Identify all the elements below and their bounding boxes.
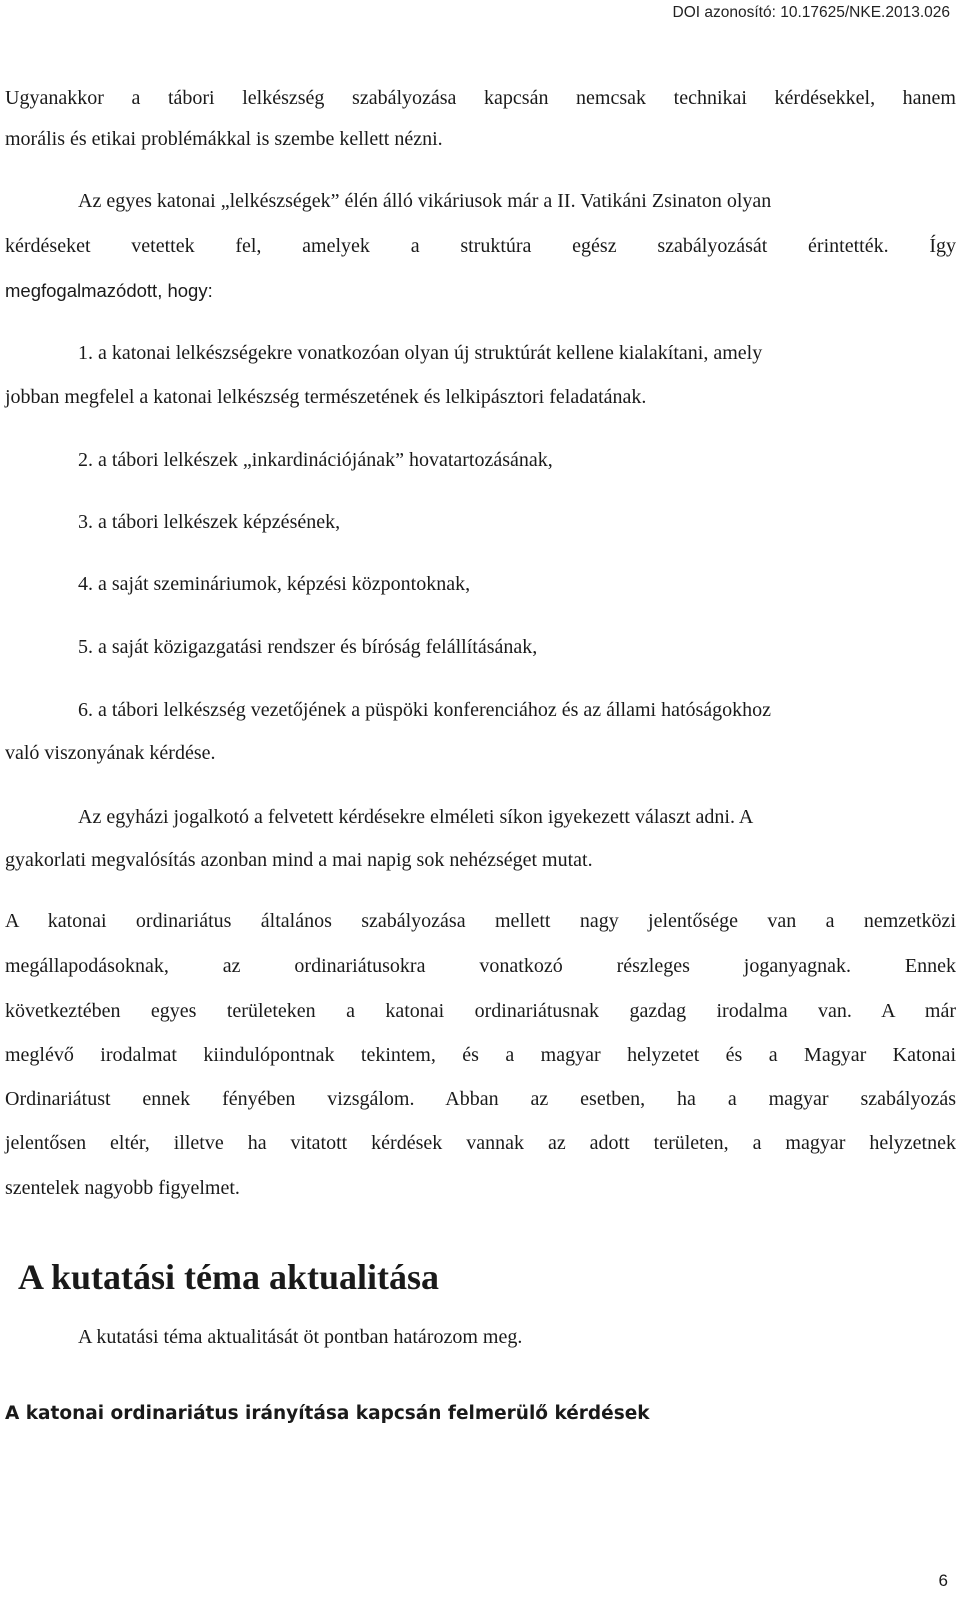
paragraph-line: Ordinariátust ennek fényében vizsgálom. Abban az esetben, ha a magyar szabályozás (5, 1088, 956, 1110)
paragraph-line: Ugyanakkor a tábori lelkészség szabályozása kapcsán nemcsak technikai kérdésekkel, hanem (5, 87, 956, 109)
subsection-heading: A katonai ordinariátus irányítása kapcsán felmerülő kérdések (5, 1403, 650, 1424)
paragraph-line: következtében egyes területeken a katonai ordinariátusnak gazdag irodalma van. A már (5, 1000, 956, 1022)
paragraph-line: morális és etikai problémákkal is szembe kellett nézni. (5, 128, 443, 150)
list-item: 4. a saját szemináriumok, képzési központoknak, (78, 573, 471, 595)
paragraph-line: meglévő irodalmat kiindulópontnak tekintem, és a magyar helyzetet és a Magyar Katonai (5, 1044, 956, 1066)
paragraph-line: A katonai ordinariátus általános szabályozása mellett nagy jelentősége van a nemzetközi (5, 910, 956, 932)
list-item: való viszonyának kérdése. (5, 742, 216, 764)
paragraph-line: gyakorlati megvalósítás azonban mind a mai napig sok nehézséget mutat. (5, 849, 593, 871)
paragraph-line: megfogalmazódott, hogy: (5, 280, 213, 301)
paragraph-line: szentelek nagyobb figyelmet. (5, 1177, 240, 1199)
paragraph-line: megállapodásoknak, az ordinariátusokra vonatkozó részleges joganyagnak. Ennek (5, 955, 956, 977)
list-item: 2. a tábori lelkészek „inkardinációjának” hovatartozásának, (78, 449, 553, 471)
paragraph-line: Az egyházi jogalkotó a felvetett kérdésekre elméleti síkon igyekezett választ adni. A (78, 806, 754, 828)
list-item: 3. a tábori lelkészek képzésének, (78, 511, 341, 533)
section-heading: A kutatási téma aktualitása (18, 1257, 440, 1297)
section-intro: A kutatási téma aktualitását öt pontban határozom meg. (78, 1326, 523, 1348)
page-number: 6 (938, 1571, 948, 1590)
list-item: 5. a saját közigazgatási rendszer és bíróság felállításának, (78, 636, 538, 658)
list-item: jobban megfelel a katonai lelkészség természetének és lelkipásztori feladatának. (5, 386, 647, 408)
paragraph-line: jelentősen eltér, illetve ha vitatott kérdések vannak az adott területen, a magyar helyzetnek (5, 1132, 956, 1154)
list-item: 1. a katonai lelkészségekre vonatkozóan olyan új struktúrát kellene kialakítani, amely (78, 342, 763, 364)
paragraph-line: kérdéseket vetettek fel, amelyek a struktúra egész szabályozását érintették. Így (5, 235, 956, 257)
list-item: 6. a tábori lelkészség vezetőjének a püspöki konferenciához és az állami hatóságokhoz (78, 699, 772, 721)
doi-header: DOI azonosító: 10.17625/NKE.2013.026 (672, 4, 950, 21)
paragraph-line: Az egyes katonai „lelkészségek” élén álló vikáriusok már a II. Vatikáni Zsinaton olyan (78, 190, 772, 212)
